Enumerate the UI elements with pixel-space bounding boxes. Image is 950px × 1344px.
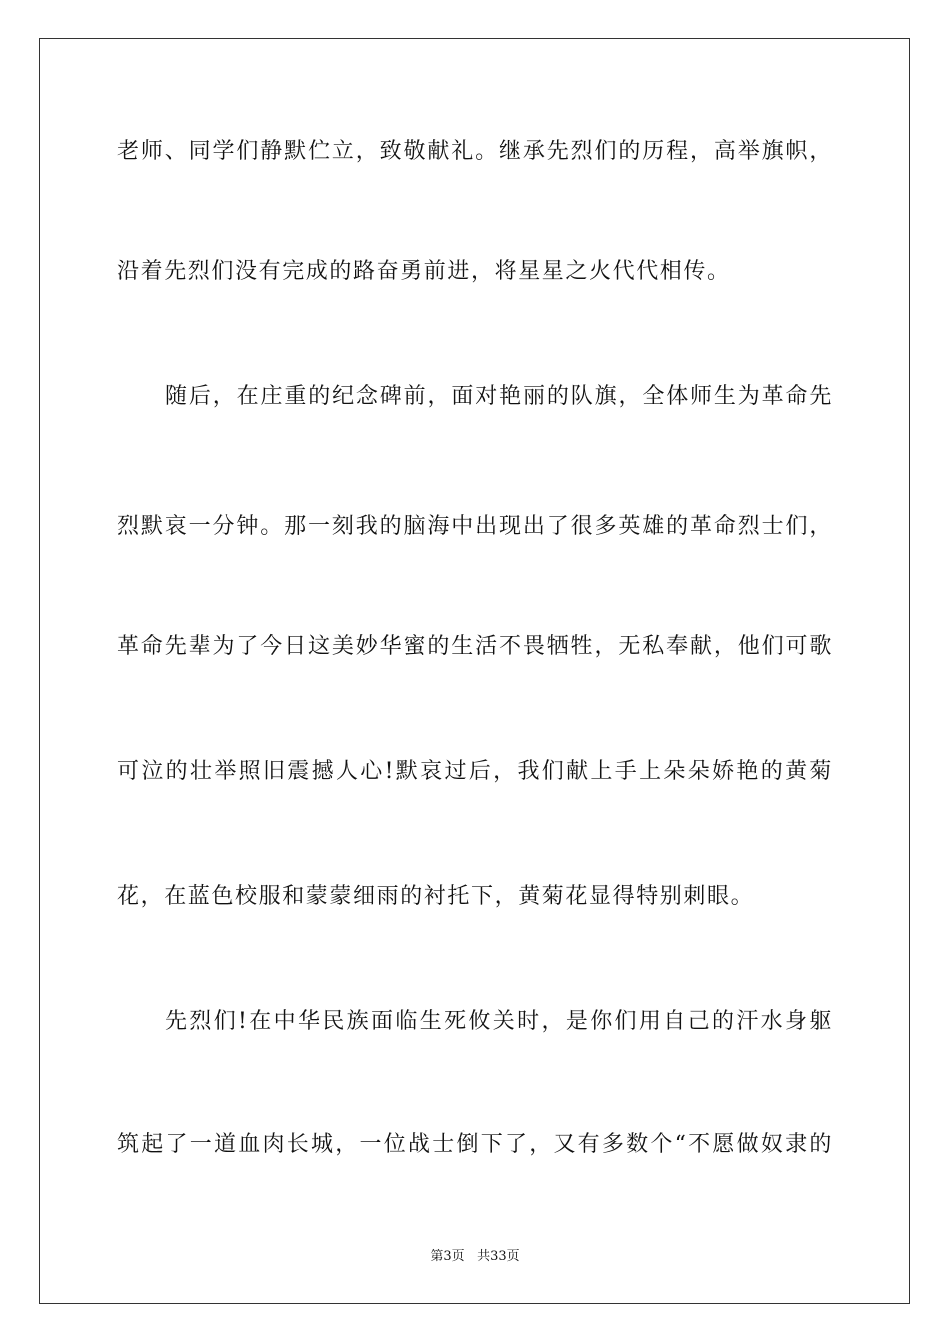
page-number: 第3页 <box>430 1249 465 1264</box>
text-line: 随后，在庄重的纪念碑前，面对艳丽的队旗，全体师生为革命先 <box>165 384 833 409</box>
text-line: 可泣的壮举照旧震撼人心!默哀过后，我们献上手上朵朵娇艳的黄菊 <box>117 759 833 784</box>
text-line: 花，在蓝色校服和蒙蒙细雨的衬托下，黄菊花显得特别刺眼。 <box>117 884 755 909</box>
text-line: 筑起了一道血肉长城，一位战士倒下了，又有多数个“不愿做奴隶的 <box>117 1132 833 1157</box>
text-line: 沿着先烈们没有完成的路奋勇前进，将星星之火代代相传。 <box>117 259 731 284</box>
text-line: 先烈们!在中华民族面临生死攸关时，是你们用自己的汗水身躯 <box>165 1009 833 1034</box>
text-line: 革命先辈为了今日这美妙华蜜的生活不畏牺牲，无私奉献，他们可歌 <box>117 634 833 659</box>
text-line: 老师、同学们静默伫立，致敬献礼。继承先烈们的历程，高举旗帜， <box>117 139 833 164</box>
page-footer <box>0 1248 950 1266</box>
page-frame <box>39 38 910 1304</box>
text-line: 烈默哀一分钟。那一刻我的脑海中出现出了很多英雄的革命烈士们， <box>117 514 833 539</box>
page-total: 共33页 <box>477 1249 520 1264</box>
